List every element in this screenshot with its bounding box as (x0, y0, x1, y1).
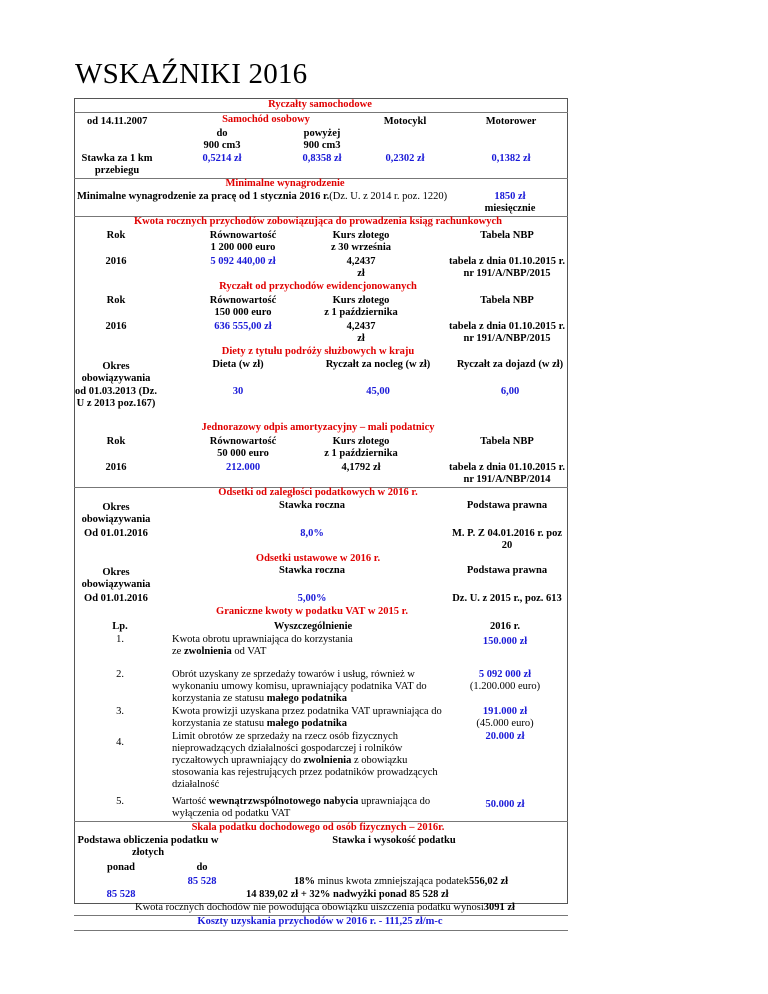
section-heading-ryczalt-ewid: Ryczałt od przychodów ewidencjonowanych (219, 281, 417, 292)
section-heading-diety: Diety z tytułu podróży służbowych w kraju (221, 346, 415, 357)
minimalne-period: miesięcznie (484, 203, 536, 214)
zal-stawka-header: Stawka roczna (278, 500, 346, 511)
zal-okres-header: Okres (102, 502, 130, 513)
zal-podstawa-header: Podstawa prawna (466, 500, 548, 511)
ust-podstawa-header: Podstawa prawna (466, 565, 548, 576)
ksiegi-value: 5 092 440,00 zł (210, 256, 276, 267)
skala-do-header: do (196, 862, 208, 873)
ewid-tabela-value: tabela z dnia 01.10.2015 r. (449, 321, 565, 332)
do-label: do (216, 128, 228, 139)
section-heading-skala: Skala podatku dochodowego od osób fizycznych – 2016r. (191, 822, 445, 833)
ksiegi-rok-header: Rok (106, 230, 126, 241)
zal-okres-header-2: obowiązywania (81, 514, 151, 525)
ust-okres-header: Okres (102, 567, 130, 578)
ewid-tabela-nr: nr 191/A/NBP/2015 (463, 333, 551, 344)
vat-row5-text-2: wyłączenia od podatku VAT (172, 808, 291, 819)
odpis-rok-header: Rok (106, 436, 126, 447)
odpis-tabela-header: Tabela NBP (480, 436, 534, 447)
powyzej-label: powyżej (303, 128, 341, 139)
vat-row3-text-2: korzystania ze statusu małego podatnika (172, 718, 347, 729)
ksiegi-tabela-value: tabela z dnia 01.10.2015 r. (449, 256, 565, 267)
page-title: WSKAŹNIKI 2016 (75, 58, 308, 90)
vat-row3-number: 3. (116, 706, 124, 717)
diety-nocleg-header: Ryczałt za nocleg (w zł) (325, 359, 431, 370)
vat-row5-value: 50.000 zł (485, 799, 525, 810)
section-heading-odsetki-zal: Odsetki od zaległości podatkowych w 2016 r. (218, 487, 418, 498)
motorower-header: Motorower (485, 116, 537, 127)
ksiegi-rown-header: Równowartość (209, 230, 277, 241)
ewid-rok-header: Rok (106, 295, 126, 306)
vat-row5-text: Wartość wewnątrzwspólnotowego nabycia uprawniająca do (172, 796, 431, 807)
vat-lp-header: Lp. (112, 621, 128, 632)
vat-row2-value: 5 092 000 zł (478, 669, 532, 680)
ksiegi-kurs-value: 4,2437 (346, 256, 376, 267)
odpis-tabela-nr: nr 191/A/NBP/2014 (463, 474, 551, 485)
ewid-tabela-header: Tabela NBP (480, 295, 534, 306)
vat-row4-text-4: stosowania kas rejestrujących przez podatników prowadzących (172, 767, 438, 778)
odpis-rown-header-2: 50 000 euro (217, 448, 269, 459)
vat-row4-text-2: nieprowadzących działalności gospodarczej i rolników (172, 743, 403, 754)
samochod-header: Samochód osobowy (222, 114, 310, 125)
ust-stawka-header: Stawka roczna (278, 565, 346, 576)
ksiegi-kurs-header-2: z 30 września (330, 242, 392, 253)
ust-od-date: Od 01.01.2016 (84, 593, 148, 604)
diety-okres-header: Okres (102, 361, 130, 372)
section-heading-ryczalty: Ryczałty samochodowe (268, 99, 372, 110)
ksiegi-rown-header-2: 1 200 000 euro (210, 242, 276, 253)
ksiegi-year: 2016 (105, 256, 127, 267)
vat-row1-text-2: ze zwolnienia od VAT (172, 646, 267, 657)
zal-podstawa-value: M. P. Z 04.01.2016 r. poz (451, 528, 563, 539)
ksiegi-kurs-unit: zł (357, 268, 365, 279)
section-heading-odsetki-ust: Odsetki ustawowe w 2016 r. (255, 553, 381, 564)
rate-motocykl: 0,2302 zł (385, 153, 425, 164)
zal-podstawa-value-2: 20 (501, 540, 513, 551)
ksiegi-tabela-nr: nr 191/A/NBP/2015 (463, 268, 551, 279)
section-heading-minimalne: Minimalne wynagrodzenie (225, 178, 345, 189)
skala-podstawa-header: Podstawa obliczenia podatku w (77, 835, 219, 846)
minimalne-text: Minimalne wynagrodzenie za pracę od 1 stycznia 2016 r.(Dz. U. z 2014 r. poz. 1220) (77, 191, 448, 202)
stawka-label: Stawka za 1 km (81, 153, 153, 164)
vat-row2-text-3: korzystania ze statusu małego podatnika (172, 693, 347, 704)
odpis-kurs-value: 4,1792 zł (341, 462, 381, 473)
diety-dojazd-value: 6,00 (500, 386, 520, 397)
powyzej-value: 900 cm3 (303, 140, 341, 151)
diety-od-source: U z 2013 poz.167) (76, 398, 156, 409)
vat-row4-text: Limit obrotów ze sprzedaży na rzecz osób fizycznych (172, 731, 398, 742)
vat-row3-value-euro: (45.000 euro) (476, 718, 534, 729)
odpis-kurs-header: Kurs złotego (332, 436, 390, 447)
skala-stawka-header: Stawka i wysokość podatku (332, 835, 456, 846)
diety-od-date: od 01.03.2013 (Dz. (75, 386, 157, 397)
ewid-value: 636 555,00 zł (214, 321, 272, 332)
diety-nocleg-value: 45,00 (366, 386, 390, 397)
skala-ponad-value: 85 528 (106, 889, 136, 900)
ewid-kurs-unit: zł (357, 333, 365, 344)
vat-row2-text-2: wykonaniu umowy komisu, uprawniający podatnika VAT do (172, 681, 427, 692)
vat-row4-number: 4. (116, 737, 124, 748)
odpis-rown-header: Równowartość (209, 436, 277, 447)
odpis-kurs-header-2: z 1 października (324, 448, 398, 459)
skala-row3: Kwota rocznych dochodów nie powodująca obowiązku uiszczenia podatku wynosi3091 zł (135, 902, 515, 913)
vat-row1-text: Kwota obrotu uprawniająca do korzystania (172, 634, 353, 645)
minimalne-value: 1850 zł (494, 191, 526, 202)
stawka-label-2: przebiegu (94, 165, 140, 176)
zal-stawka-value: 8,0% (300, 528, 324, 539)
ksiegi-kurs-header: Kurs złotego (332, 230, 390, 241)
do-value: 900 cm3 (203, 140, 241, 151)
vat-row5-number: 5. (116, 796, 124, 807)
koszty-uzyskania: Koszty uzyskania przychodów w 2016 r. - 111,25 zł/m-c (197, 916, 443, 927)
ewid-rown-header: Równowartość (209, 295, 277, 306)
motocykl-header: Motocykl (383, 116, 427, 127)
odpis-tabela-value: tabela z dnia 01.10.2015 r. (449, 462, 565, 473)
rate-do-900: 0,5214 zł (202, 153, 242, 164)
skala-row2: 14 839,02 zł + 32% nadwyżki ponad 85 528 zł (246, 889, 449, 900)
odpis-value: 212.000 (225, 462, 261, 473)
vat-row1-value: 150.000 zł (482, 636, 528, 647)
vat-row4-text-5: działalność (172, 779, 220, 790)
ust-podstawa-value: Dz. U. z 2015 r., poz. 613 (452, 593, 562, 604)
diety-okres-header-2: obowiązywania (81, 373, 151, 384)
diety-dieta-value: 30 (232, 386, 244, 397)
ewid-rown-header-2: 150 000 euro (214, 307, 272, 318)
diety-dojazd-header: Ryczałt za dojazd (w zł) (456, 359, 564, 370)
section-heading-odpis: Jednorazowy odpis amortyzacyjny – mali podatnicy (201, 422, 435, 433)
section-heading-ksiegi: Kwota rocznych przychodów zobowiązująca do prowadzenia ksiąg rachunkowych (134, 216, 502, 227)
ewid-kurs-value: 4,2437 (346, 321, 376, 332)
ust-stawka-value: 5,00% (297, 593, 327, 604)
zal-od-date: Od 01.01.2016 (84, 528, 148, 539)
ewid-kurs-header: Kurs złotego (332, 295, 390, 306)
rate-powyzej-900: 0,8358 zł (302, 153, 342, 164)
ewid-year: 2016 (105, 321, 127, 332)
ewid-kurs-header-2: z 1 października (324, 307, 398, 318)
vat-year-header: 2016 r. (490, 621, 520, 632)
vat-row4-value: 20.000 zł (485, 731, 525, 742)
skala-podstawa-header-2: złotych (131, 847, 165, 858)
skala-ponad-header: ponad (106, 862, 136, 873)
odpis-year: 2016 (105, 462, 127, 473)
skala-do-value: 85 528 (187, 876, 217, 887)
section-heading-vat: Graniczne kwoty w podatku VAT w 2015 r. (216, 606, 408, 617)
vat-row1-number: 1. (116, 634, 124, 645)
rate-motorower: 0,1382 zł (491, 153, 531, 164)
ust-okres-header-2: obowiązywania (81, 579, 151, 590)
vat-row2-number: 2. (116, 669, 124, 680)
skala-row1: 18% minus kwota zmniejszająca podatek556,02 zł (294, 876, 509, 887)
vat-row3-text: Kwota prowizji uzyskana przez podatnika VAT uprawniająca do (172, 706, 442, 717)
diety-dieta-header: Dieta (w zł) (212, 359, 264, 370)
vat-row3-value: 191.000 zł (482, 706, 528, 717)
vat-row2-value-euro: (1.200.000 euro) (469, 681, 541, 692)
vat-row2-text: Obrót uzyskany ze sprzedaży towarów i usług, również w (172, 669, 415, 680)
vat-wyszcz-header: Wyszczególnienie (273, 621, 353, 632)
ksiegi-tabela-header: Tabela NBP (480, 230, 534, 241)
vat-row4-text-3: ryczałtowych uprawniający do zwolnienia z obowiązku (172, 755, 408, 766)
ryczalty-od-date: od 14.11.2007 (87, 116, 148, 127)
